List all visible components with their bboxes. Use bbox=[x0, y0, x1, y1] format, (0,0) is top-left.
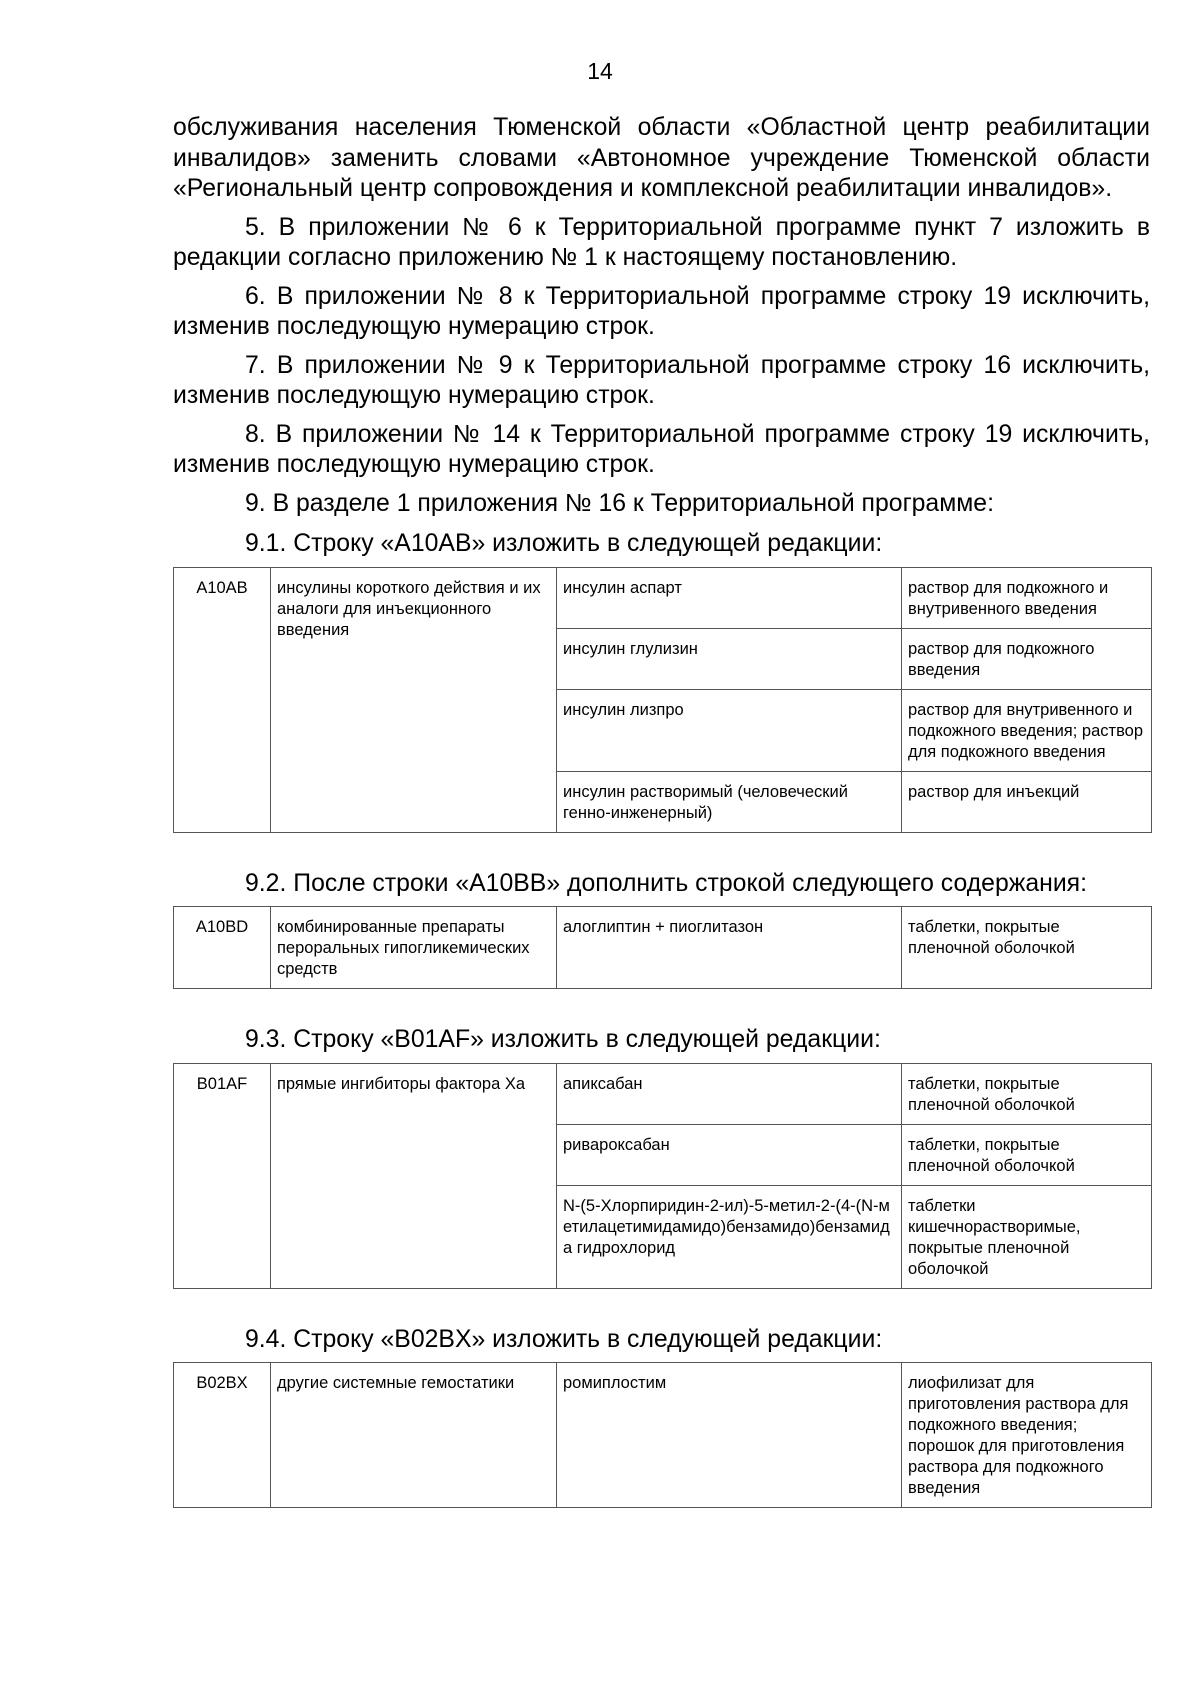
atc-code-cell: A10BD bbox=[174, 907, 271, 989]
form-cell: таблетки кишечнорастворимые, покрытые пленочной оболочкой bbox=[902, 1185, 1152, 1288]
section-heading-9-2: 9.2. После строки «A10BB» дополнить строкой следующего содержания: bbox=[245, 869, 1088, 897]
paragraph-continuation: обслуживания населения Тюменской области «Областной центр реабилитации инвалидов» заменить словами «Автономное учреждение Тюменской области «Региональный центр сопровождения и комплексной реабилитации инвалидов». bbox=[173, 114, 1150, 202]
table-row bbox=[174, 567, 1152, 628]
drug-cell: ривароксабан bbox=[557, 1124, 902, 1185]
section-heading-9-1: 9.1. Строку «A10AB» изложить в следующей редакции: bbox=[245, 530, 883, 557]
drug-cell: апиксабан bbox=[557, 1063, 902, 1124]
group-cell: прямые ингибиторы фактора Xa bbox=[271, 1063, 557, 1288]
drug-cell: ромиплостим bbox=[557, 1363, 902, 1508]
paragraph-item-5: 5. В приложении № 6 к Территориальной программе пункт 7 изложить в редакции согласно приложению № 1 к настоящему постановлению. bbox=[173, 213, 1150, 271]
section-heading-9-3: 9.3. Строку «B01AF» изложить в следующей редакции: bbox=[245, 1026, 881, 1053]
group-cell: комбинированные препараты пероральных гипогликемических средств bbox=[271, 907, 557, 989]
atc-code-cell: A10AB bbox=[174, 567, 271, 832]
group-cell: инсулины короткого действия и их аналоги для инъекционного введения bbox=[271, 567, 557, 832]
atc-code-cell: B01AF bbox=[174, 1063, 271, 1288]
drug-cell: инсулин лизпро bbox=[557, 689, 902, 771]
section-heading-9-4: 9.4. Строку «B02BX» изложить в следующей редакции: bbox=[245, 1325, 883, 1353]
drug-cell: инсулин растворимый (человеческий генно-инженерный) bbox=[557, 771, 902, 832]
document-body bbox=[173, 113, 1150, 1508]
atc-code-cell: B02BX bbox=[174, 1363, 271, 1508]
paragraph-item-8: 8. В приложении № 14 к Территориальной программе строку 19 исключить, изменив последующую нумерацию строк. bbox=[173, 420, 1150, 478]
drug-cell: инсулин аспарт bbox=[557, 567, 902, 628]
paragraph-item-9: 9. В разделе 1 приложения № 16 к Территориальной программе: bbox=[245, 489, 994, 517]
drug-cell: инсулин глулизин bbox=[557, 628, 902, 689]
drug-table-b01af bbox=[173, 1063, 1152, 1289]
drug-cell: N-(5-Хлорпиридин-2-ил)-5-метил-2-(4-(N-метилацетимидамидо)бензамидо)бензамида гидрохлорид bbox=[557, 1185, 902, 1288]
paragraph-item-6: 6. В приложении № 8 к Территориальной программе строку 19 исключить, изменив последующую нумерацию строк. bbox=[173, 282, 1150, 340]
form-cell: раствор для подкожного и внутривенного введения bbox=[902, 567, 1152, 628]
form-cell: таблетки, покрытые пленочной оболочкой bbox=[902, 1063, 1152, 1124]
table-row bbox=[174, 1363, 1152, 1508]
paragraph-item-7: 7. В приложении № 9 к Территориальной программе строку 16 исключить, изменив последующую нумерацию строк. bbox=[173, 351, 1150, 409]
form-cell: раствор для внутривенного и подкожного введения; раствор для подкожного введения bbox=[902, 689, 1152, 771]
drug-table-a10ab bbox=[173, 567, 1152, 833]
drug-cell: алоглиптин + пиоглитазон bbox=[557, 907, 902, 989]
form-cell: таблетки, покрытые пленочной оболочкой bbox=[902, 907, 1152, 989]
drug-table-b02bx bbox=[173, 1362, 1152, 1508]
form-cell: таблетки, покрытые пленочной оболочкой bbox=[902, 1124, 1152, 1185]
form-cell: лиофилизат для приготовления раствора для подкожного введения; порошок для приготовления раствора для подкожного введения bbox=[902, 1363, 1152, 1508]
table-row bbox=[174, 907, 1152, 989]
drug-table-a10bd bbox=[173, 906, 1152, 989]
group-cell: другие системные гемостатики bbox=[271, 1363, 557, 1508]
page-number: 14 bbox=[587, 58, 613, 84]
table-row bbox=[174, 1063, 1152, 1124]
form-cell: раствор для подкожного введения bbox=[902, 628, 1152, 689]
form-cell: раствор для инъекций bbox=[902, 771, 1152, 832]
